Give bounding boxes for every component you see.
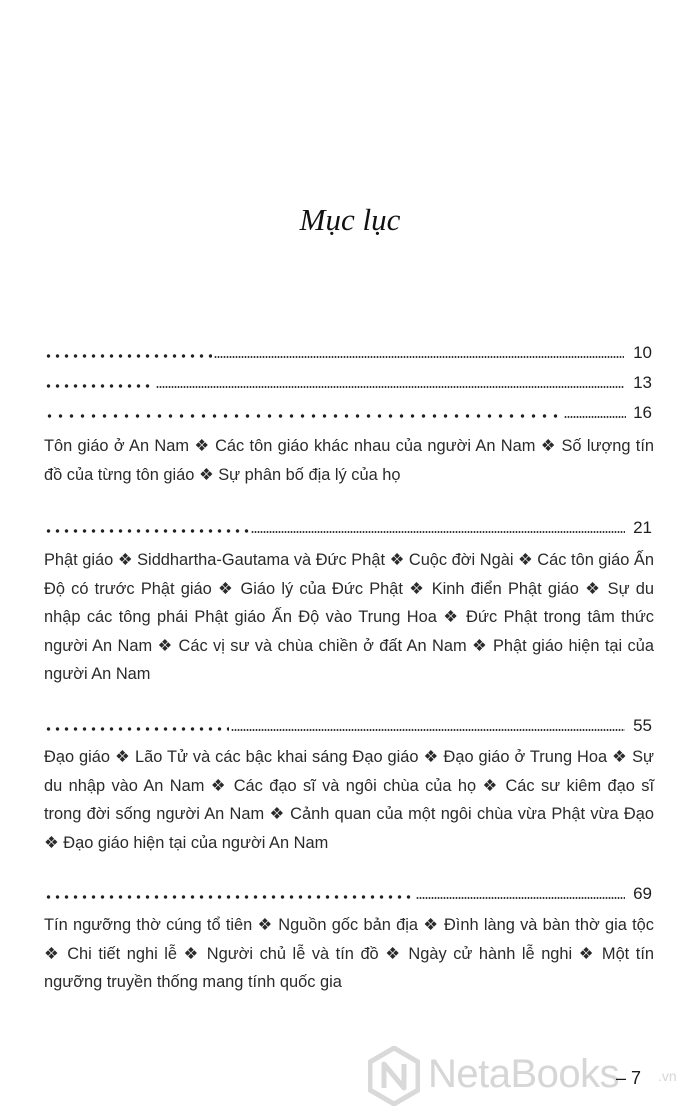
toc-line-1 bbox=[44, 338, 652, 364]
toc-entry-description: Tôn giáo ở An Nam ❖ Các tôn giáo khác nhau của người An Nam ❖ Số lượng tín đồ của từng tôn giáo ❖ Sự phân bố địa lý của họ bbox=[44, 437, 654, 484]
toc-leader-fine bbox=[156, 386, 624, 388]
toc-line-6 bbox=[44, 879, 652, 905]
toc-leader-bold bbox=[44, 895, 414, 899]
toc-leader-fine bbox=[416, 897, 625, 899]
toc-leader-fine bbox=[564, 416, 626, 418]
toc-leader-fine bbox=[214, 356, 624, 358]
toc-line-2 bbox=[44, 368, 652, 394]
toc-leader-fine bbox=[251, 531, 625, 533]
toc-line-5 bbox=[44, 711, 652, 737]
toc-leader-fine bbox=[231, 729, 625, 731]
page-folio: – 7 bbox=[616, 1068, 642, 1088]
toc-page-number: 21 bbox=[633, 518, 652, 537]
toc-line-4 bbox=[44, 513, 652, 539]
toc-entry-description: Phật giáo ❖ Siddhartha-Gautama và Đức Phật ❖ Cuộc đời Ngài ❖ Các tôn giáo Ấn Độ có trước Phật giáo ❖ Giáo lý của Đức Phật ❖ Kinh điển Phật giáo ❖ Sự du nhập các tông phái Phật giáo Ấn Độ vào Trung Hoa ❖ Đức Phật trong tâm thức người An Nam ❖ Các vị sư và chùa chiền ở đất An Nam ❖ Phật giáo hiện tại của người An Nam bbox=[44, 551, 654, 684]
toc-page-number: 13 bbox=[633, 373, 652, 392]
toc-page-number: 69 bbox=[633, 884, 652, 903]
toc-line-3 bbox=[44, 398, 652, 424]
toc-leader-bold bbox=[44, 414, 559, 418]
toc-entry-description: Tín ngưỡng thờ cúng tổ tiên ❖ Nguồn gốc bản địa ❖ Đình làng và bàn thờ gia tộc ❖ Chi tiết nghi lễ ❖ Người chủ lễ và tín đồ ❖ Ngày cử hành lễ nghi ❖ Một tín ngưỡng truyền thống mang tính quốc gia bbox=[44, 916, 654, 992]
toc-leader-bold bbox=[44, 384, 154, 388]
toc-leader-bold bbox=[44, 354, 212, 358]
toc-page-number: 16 bbox=[633, 403, 652, 422]
toc-page-number: 55 bbox=[633, 716, 652, 735]
page-title: Mục lục bbox=[299, 202, 401, 237]
watermark-suffix: .vn bbox=[658, 1068, 677, 1084]
toc-entry-description: Đạo giáo ❖ Lão Tử và các bậc khai sáng Đạo giáo ❖ Đạo giáo ở Trung Hoa ❖ Sự du nhập vào An Nam ❖ Các đạo sĩ và ngôi chùa của họ ❖ Các sư kiêm đạo sĩ trong đời sống người An Nam ❖ Cảnh quan của một ngôi chùa vừa Phật vừa Đạo ❖ Đạo giáo hiện tại của người An Nam bbox=[44, 748, 654, 852]
netabooks-logo-icon bbox=[368, 1046, 420, 1106]
toc-page-number: 10 bbox=[633, 343, 652, 362]
toc-leader-bold bbox=[44, 727, 229, 731]
watermark-brand: NetaBooks bbox=[428, 1052, 620, 1096]
toc-leader-bold bbox=[44, 529, 249, 533]
